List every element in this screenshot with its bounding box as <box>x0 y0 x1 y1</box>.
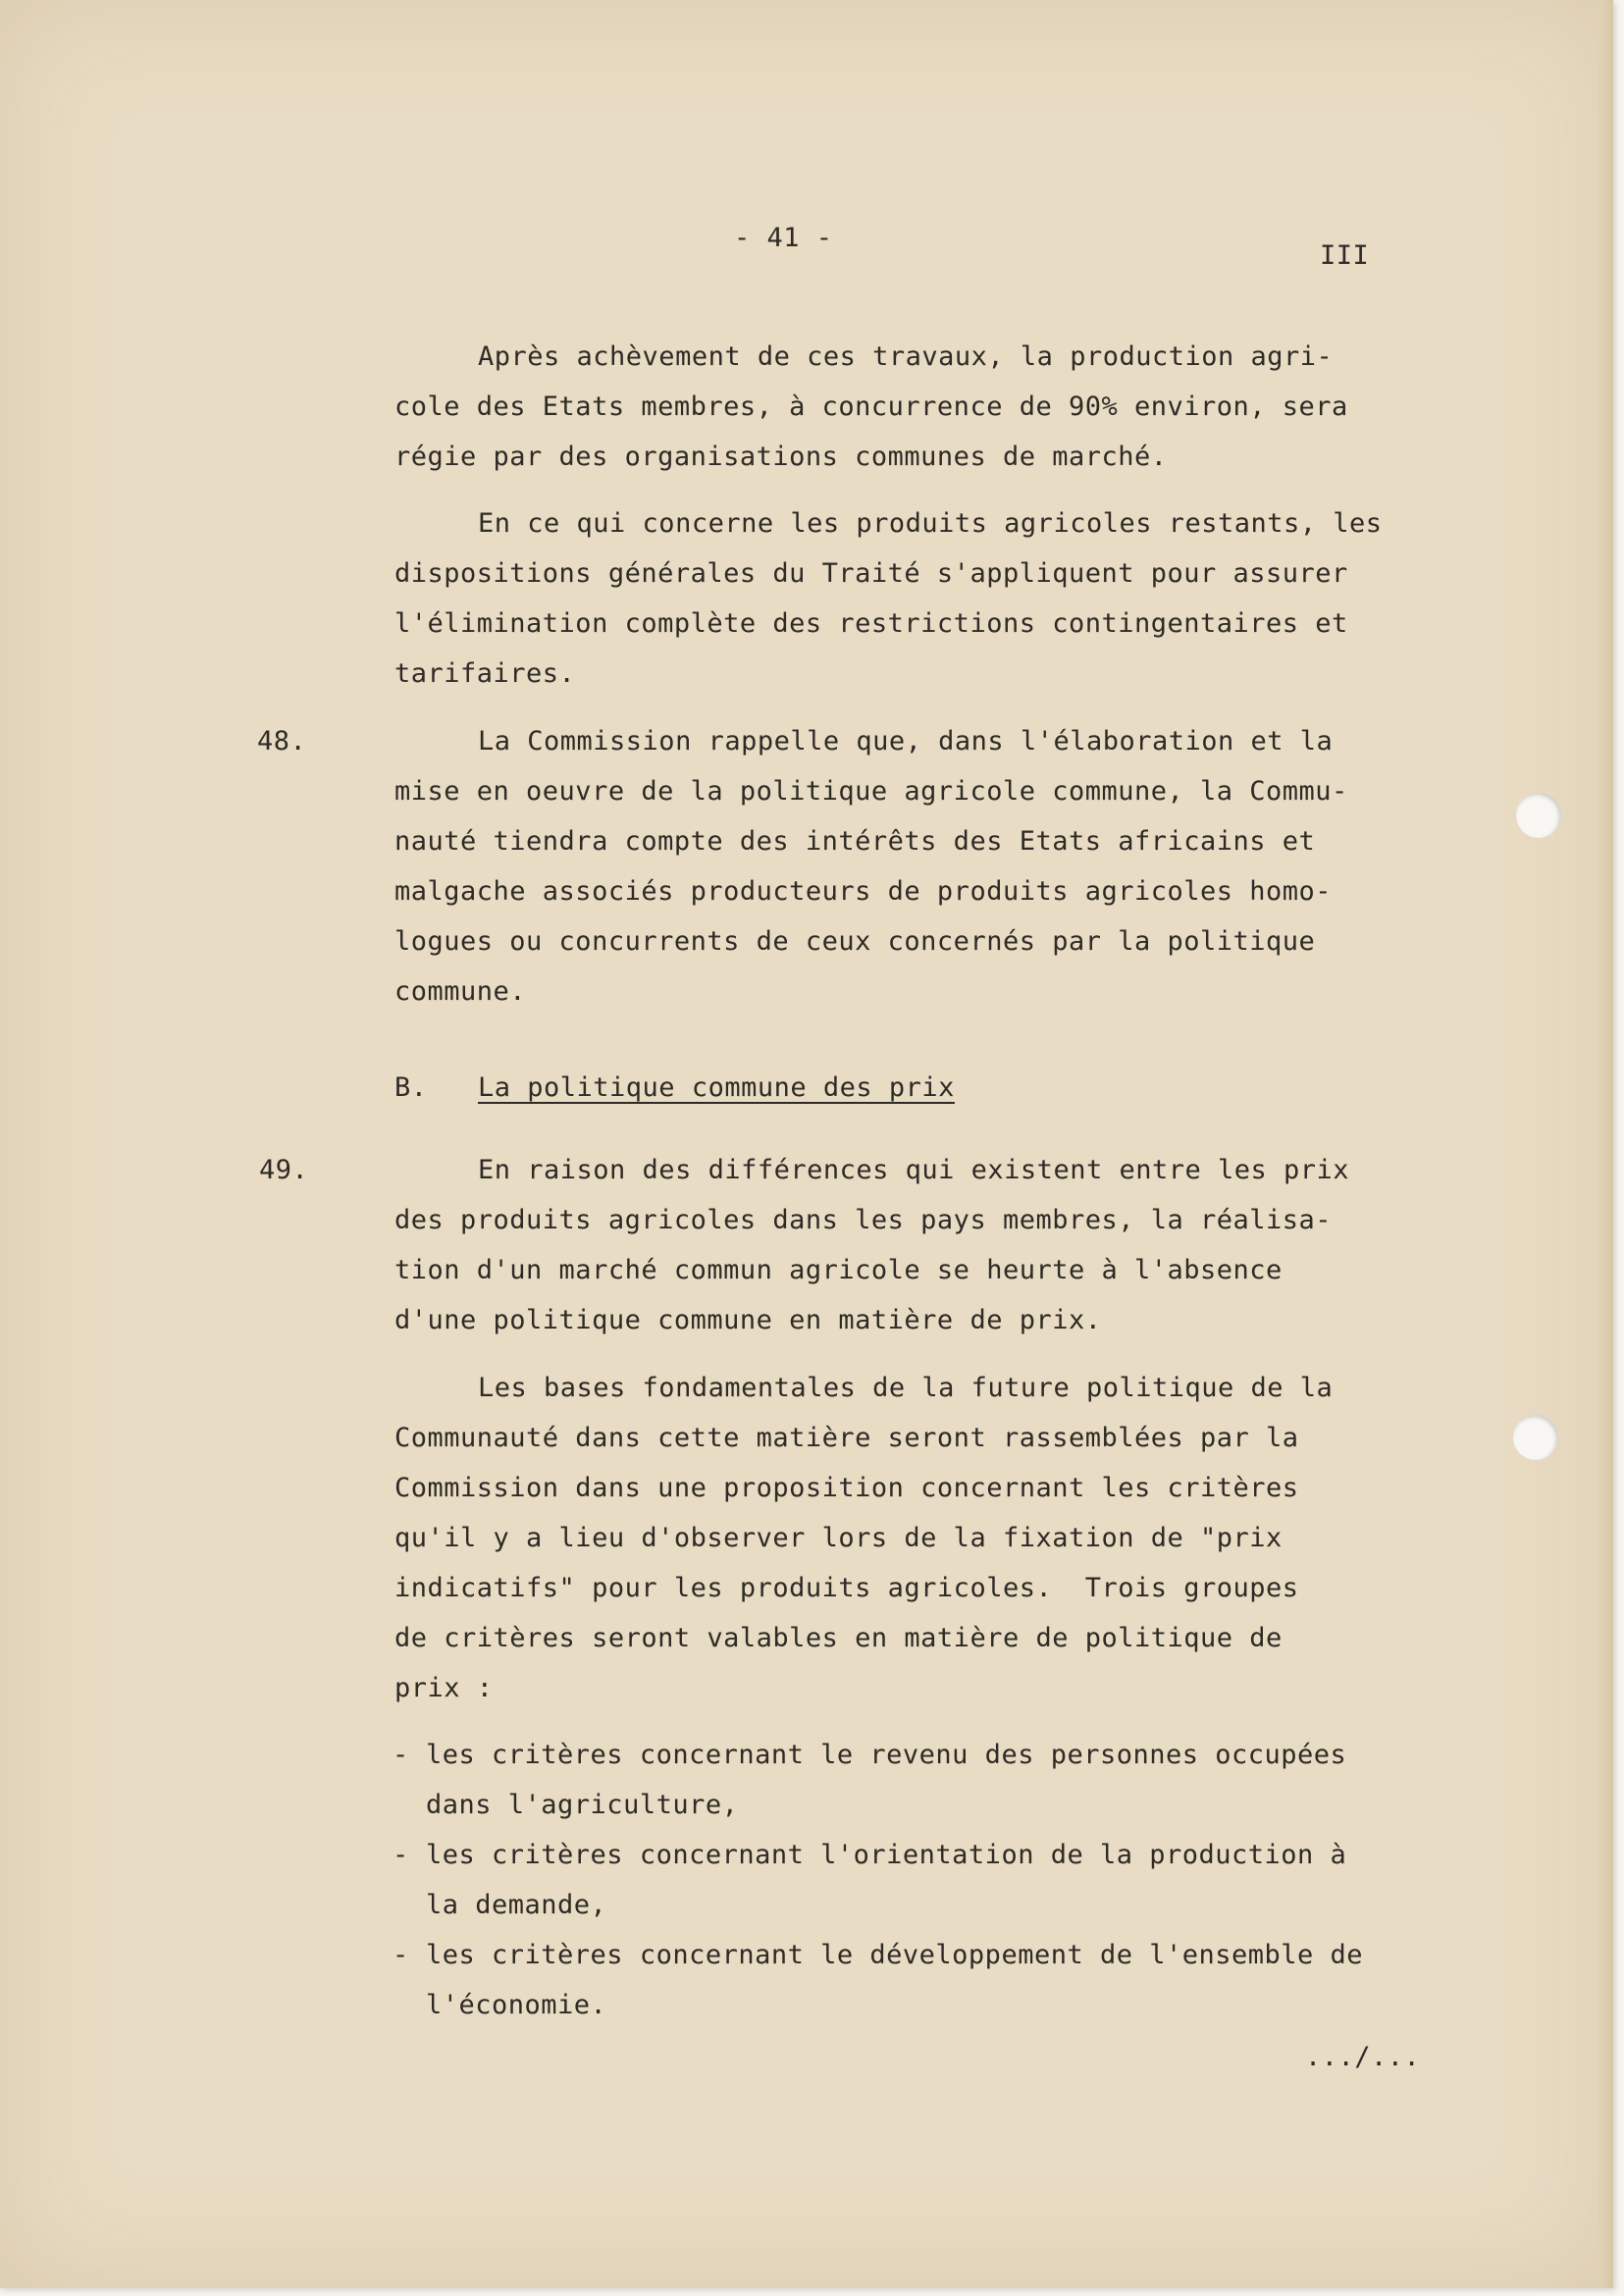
bullet-line: la demande, <box>426 1890 607 1920</box>
punch-hole <box>1513 1415 1558 1460</box>
paragraph-line: logues ou concurrents de ceux concernés par la politique <box>394 926 1316 957</box>
page-edge <box>1598 0 1613 2288</box>
continuation-mark: .../... <box>1305 2042 1421 2072</box>
section-title: La politique commune des prix <box>478 1072 955 1103</box>
paragraph-number: 48. <box>257 726 307 757</box>
bullet-line: dans l'agriculture, <box>426 1790 739 1820</box>
paragraph-line: mise en oeuvre de la politique agricole commune, la Commu- <box>394 776 1348 807</box>
paragraph-number: 49. <box>259 1155 309 1185</box>
paragraph-line: prix : <box>394 1673 494 1703</box>
paragraph-line: d'une politique commune en matière de prix. <box>394 1305 1102 1335</box>
paragraph-line: Après achèvement de ces travaux, la production agri- <box>478 341 1334 372</box>
punch-hole <box>1516 793 1561 838</box>
paragraph-line: En raison des différences qui existent entre les prix <box>478 1155 1350 1185</box>
paragraph-line: commune. <box>394 976 527 1007</box>
page-number: - 41 - <box>734 223 833 253</box>
paragraph-line: indicatifs" pour les produits agricoles. Trois groupes <box>394 1573 1299 1603</box>
paragraph-line: nauté tiendra compte des intérêts des Etats africains et <box>394 826 1316 857</box>
bullet-line: l'économie. <box>426 1990 607 2020</box>
paragraph-line: l'élimination complète des restrictions contingentaires et <box>394 608 1348 639</box>
paragraph-line: de critères seront valables en matière de politique de <box>394 1623 1283 1653</box>
paragraph-line: dispositions générales du Traité s'appliquent pour assurer <box>394 558 1348 589</box>
bullet-dash: - <box>393 1940 409 1970</box>
paragraph-line: qu'il y a lieu d'observer lors de la fixation de "prix <box>394 1523 1283 1553</box>
paragraph-line: malgache associés producteurs de produits agricoles homo- <box>394 876 1333 907</box>
paragraph-line: Les bases fondamentales de la future politique de la <box>478 1373 1334 1403</box>
section-roman-numeral: III <box>1320 240 1370 271</box>
paragraph-line: En ce qui concerne les produits agricoles restants, les <box>478 508 1383 539</box>
bullet-line: les critères concernant le revenu des personnes occupées <box>426 1740 1347 1770</box>
paragraph-line: tarifaires. <box>394 658 576 689</box>
paragraph-line: des produits agricoles dans les pays membres, la réalisa- <box>394 1205 1333 1235</box>
bullet-line: les critères concernant l'orientation de la production à <box>426 1840 1347 1870</box>
section-letter: B. <box>394 1072 428 1103</box>
paragraph-line: Commission dans une proposition concernant les critères <box>394 1473 1299 1503</box>
bullet-dash: - <box>393 1740 409 1770</box>
bullet-dash: - <box>393 1840 409 1870</box>
paragraph-line: tion d'un marché commun agricole se heurte à l'absence <box>394 1255 1283 1285</box>
bullet-line: les critères concernant le développement de l'ensemble de <box>426 1940 1364 1970</box>
paragraph-line: régie par des organisations communes de marché. <box>394 442 1168 472</box>
paragraph-line: cole des Etats membres, à concurrence de 90% environ, sera <box>394 391 1348 422</box>
paragraph-line: La Commission rappelle que, dans l'élaboration et la <box>478 726 1334 757</box>
paragraph-line: Communauté dans cette matière seront rassemblées par la <box>394 1423 1299 1453</box>
